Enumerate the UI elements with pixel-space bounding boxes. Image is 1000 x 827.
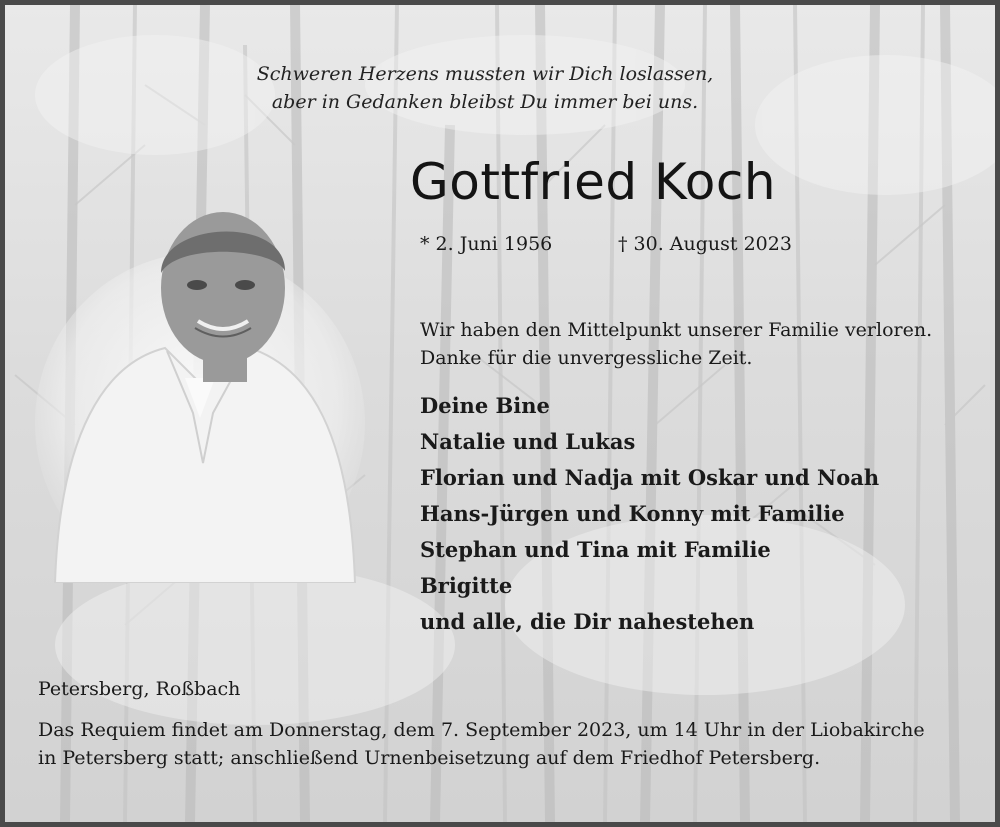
farewell-message xyxy=(420,316,932,372)
birth-date: * 2. Juni 1956 xyxy=(420,233,553,255)
location: Petersberg, Roßbach xyxy=(38,678,241,700)
requiem-line-2: in Petersberg statt; anschließend Urnenbeisetzung auf dem Friedhof Petersberg. xyxy=(38,747,821,769)
message-line-2: Danke für die unvergessliche Zeit. xyxy=(420,347,753,369)
mourner: Stephan und Tina mit Familie xyxy=(420,537,771,562)
mourner: Deine Bine xyxy=(420,393,550,418)
mourner: Hans-Jürgen und Konny mit Familie xyxy=(420,501,845,526)
notice-content xyxy=(5,5,995,822)
quote-line-1: Schweren Herzens mussten wir Dich loslassen, xyxy=(256,63,714,85)
quote-line-2: aber in Gedanken bleibst Du immer bei uns. xyxy=(271,91,699,113)
deceased-name: Gottfried Koch xyxy=(410,153,777,211)
mourner: Brigitte xyxy=(420,573,513,598)
mourner: und alle, die Dir nahestehen xyxy=(420,609,755,634)
life-dates xyxy=(420,233,792,255)
mourner: Natalie und Lukas xyxy=(420,429,636,454)
mourner: Florian und Nadja mit Oskar und Noah xyxy=(420,465,880,490)
death-date: † 30. August 2023 xyxy=(618,233,792,255)
message-line-1: Wir haben den Mittelpunkt unserer Familie verloren. xyxy=(420,319,933,341)
requiem-info xyxy=(38,716,925,772)
requiem-line-1: Das Requiem findet am Donnerstag, dem 7. September 2023, um 14 Uhr in der Liobakirche xyxy=(38,719,925,741)
opening-quote xyxy=(205,60,765,116)
mourners-list xyxy=(420,388,879,640)
